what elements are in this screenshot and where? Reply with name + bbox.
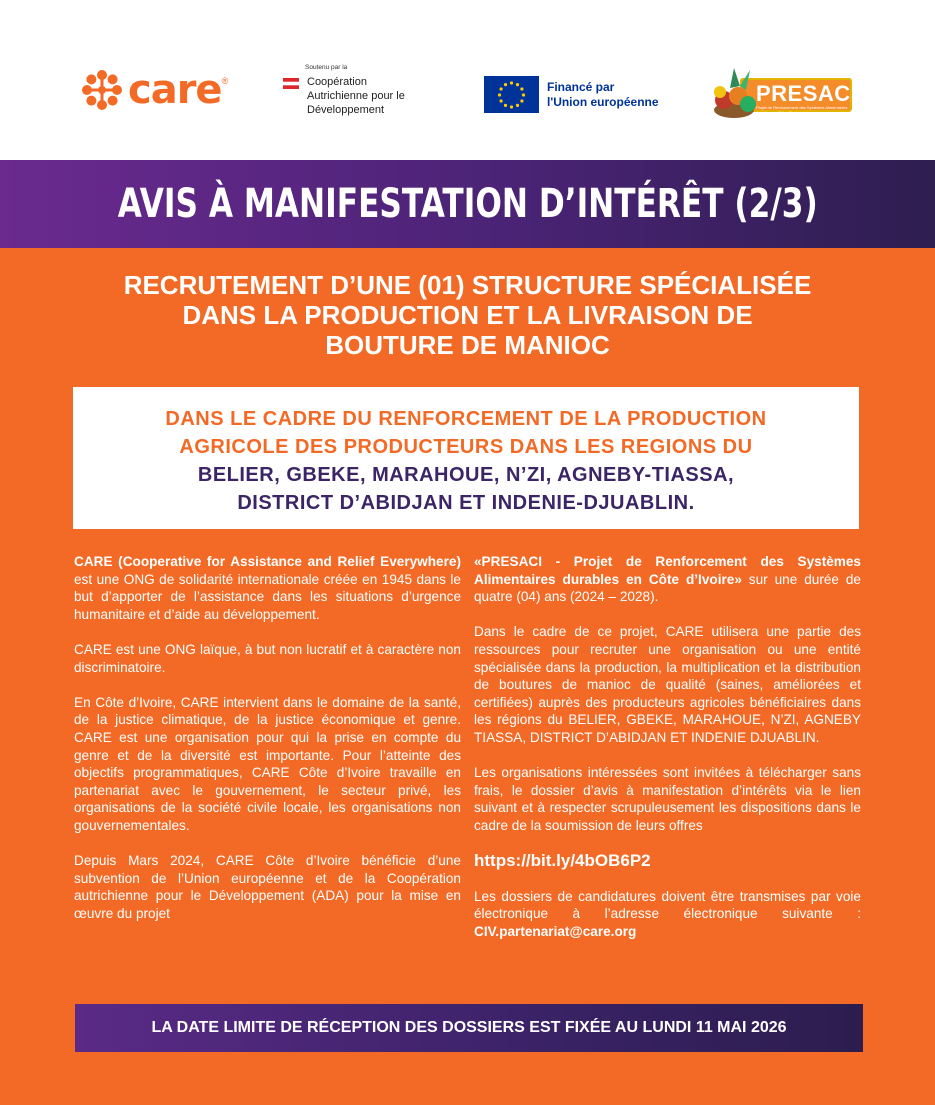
presaci-project-name: «PRESACI - Projet de Renforcement des Systèmes Alimentaires durables en Côte d’Ivoire» (474, 554, 861, 587)
download-link[interactable]: https://bit.ly/4bOB6P2 (474, 851, 651, 871)
subtitle-line-3: BOUTURE DE MANIOC (325, 330, 610, 360)
presaci-name: PRESACI (756, 81, 858, 106)
title-banner (0, 160, 935, 248)
care-wordmark: care (128, 67, 222, 113)
care-definition: CARE (Cooperative for Assistance and Relief Everywhere) (74, 554, 461, 569)
left-paragraph-3: En Côte d’Ivoire, CARE intervient dans le domaine de la santé, de la justice climatique, de la justice économique et genre. CARE est une organisation pour qui la prise en compte du genre et de la diversité est importante. Pour l’atteinte des objectifs programmatiques, CARE Côte d’Ivoire travaille en partenariat avec le gouvernement, le secteur privé, les organisations de la société civile locale, les organisations non gouvernementales. (74, 694, 461, 833)
deadline-text: LA DATE LIMITE DE RÉCEPTION DES DOSSIERS EST FIXÉE AU (151, 1019, 639, 1036)
care-burst-icon (80, 68, 124, 112)
deadline-banner (75, 1004, 863, 1052)
austria-flag-icon (283, 78, 299, 89)
eu-logo (484, 76, 659, 113)
logo-bar (0, 0, 935, 160)
project-duration: sur une durée de quatre (04) ans (2024 – 2028). (474, 571, 861, 605)
ada-supported-by: Soutenu par la (305, 64, 348, 71)
left-paragraph-1 (74, 553, 461, 623)
page-title: AVIS À MANIFESTATION D’INTÉRÊT (2/3) (117, 181, 818, 227)
eu-line2: l'Union européenne (547, 94, 659, 109)
eu-line1: Financé par (547, 79, 615, 94)
care-description: est une ONG de solidarité internationale créée en 1945 dans le but d’apporter de l’assistance dans les situations d’urgence humanitaire et d’aide au développement. (74, 571, 461, 622)
left-paragraph-2: CARE est une ONG laïque, à but non lucratif et à caractère non discriminatoire. (74, 641, 461, 675)
right-paragraph-1 (474, 553, 861, 606)
submission-instructions: Les dossiers de candidatures doivent être transmises par voie électronique à l’adresse électronique suivante : (474, 888, 861, 922)
right-paragraph-3: Les organisations intéressées sont invitées à télécharger sans frais, le dossier d’avis à manifestation d’intérêts via le lien suivant et à respecter scrupuleusement les dispositions dans le cadre de la soumission de leurs offres (474, 765, 861, 833)
context-line-3: BELIER, GBEKE, MARAHOUE, N’ZI, AGNEBY-TIASSA, (197, 464, 735, 486)
presaci-tagline: Projet de Renforcement des Systèmes Alimentaires durables en Côte d'Ivoire (756, 105, 848, 115)
context-line-2: AGRICOLE DES PRODUCTEURS DANS LES REGIONS DU (179, 436, 753, 458)
context-line-1: DANS LE CADRE DU RENFORCEMENT DE LA PRODUCTION (165, 408, 767, 430)
contact-email[interactable]: CIV.partenariat@care.org (474, 923, 637, 939)
care-registered-mark: ® (221, 76, 229, 86)
right-paragraph-2: Dans le cadre de ce projet, CARE utilisera une partie des ressources pour recruter une organisation ou une entité spécialisée dans la production, la multiplication et la distribution de boutures de manioc de qualité (saines, améliorées et certifiées) auprès des producteurs agricoles bénéficiaires dans les régions du BELIER, GBEKE, MARAHOUE, N’ZI, AGNEBY TIASSA, DISTRICT D’ABIDJAN ET INDENIE DJUABLIN. (474, 624, 861, 745)
context-box (73, 387, 859, 529)
left-paragraph-4: Depuis Mars 2024, CARE Côte d’Ivoire bénéficie d’une subvention de l’Union européenne et de la Coopération autrichienne pour le Développement (ADA) pour la mise en œuvre du projet (74, 853, 461, 921)
left-column (74, 553, 461, 940)
subtitle-line-2: DANS LA PRODUCTION ET LA LIVRAISON DE (182, 300, 753, 330)
context-line-4: DISTRICT D’ABIDJAN ET INDENIE-DJUABLIN. (237, 492, 695, 514)
eu-flag-icon (484, 76, 539, 113)
presaci-logo (712, 64, 858, 122)
right-column (474, 553, 861, 958)
subtitle (40, 270, 895, 360)
ada-logo (283, 64, 419, 117)
right-paragraph-4 (474, 888, 861, 941)
subtitle-line-1: RECRUTEMENT D’UNE (01) STRUCTURE SPÉCIALISÉE (123, 270, 812, 300)
care-logo (80, 68, 228, 112)
deadline-date: LUNDI 11 MAI 2026 (642, 1019, 787, 1036)
ada-name: Coopération Autrichienne pour le Développement (307, 76, 405, 116)
